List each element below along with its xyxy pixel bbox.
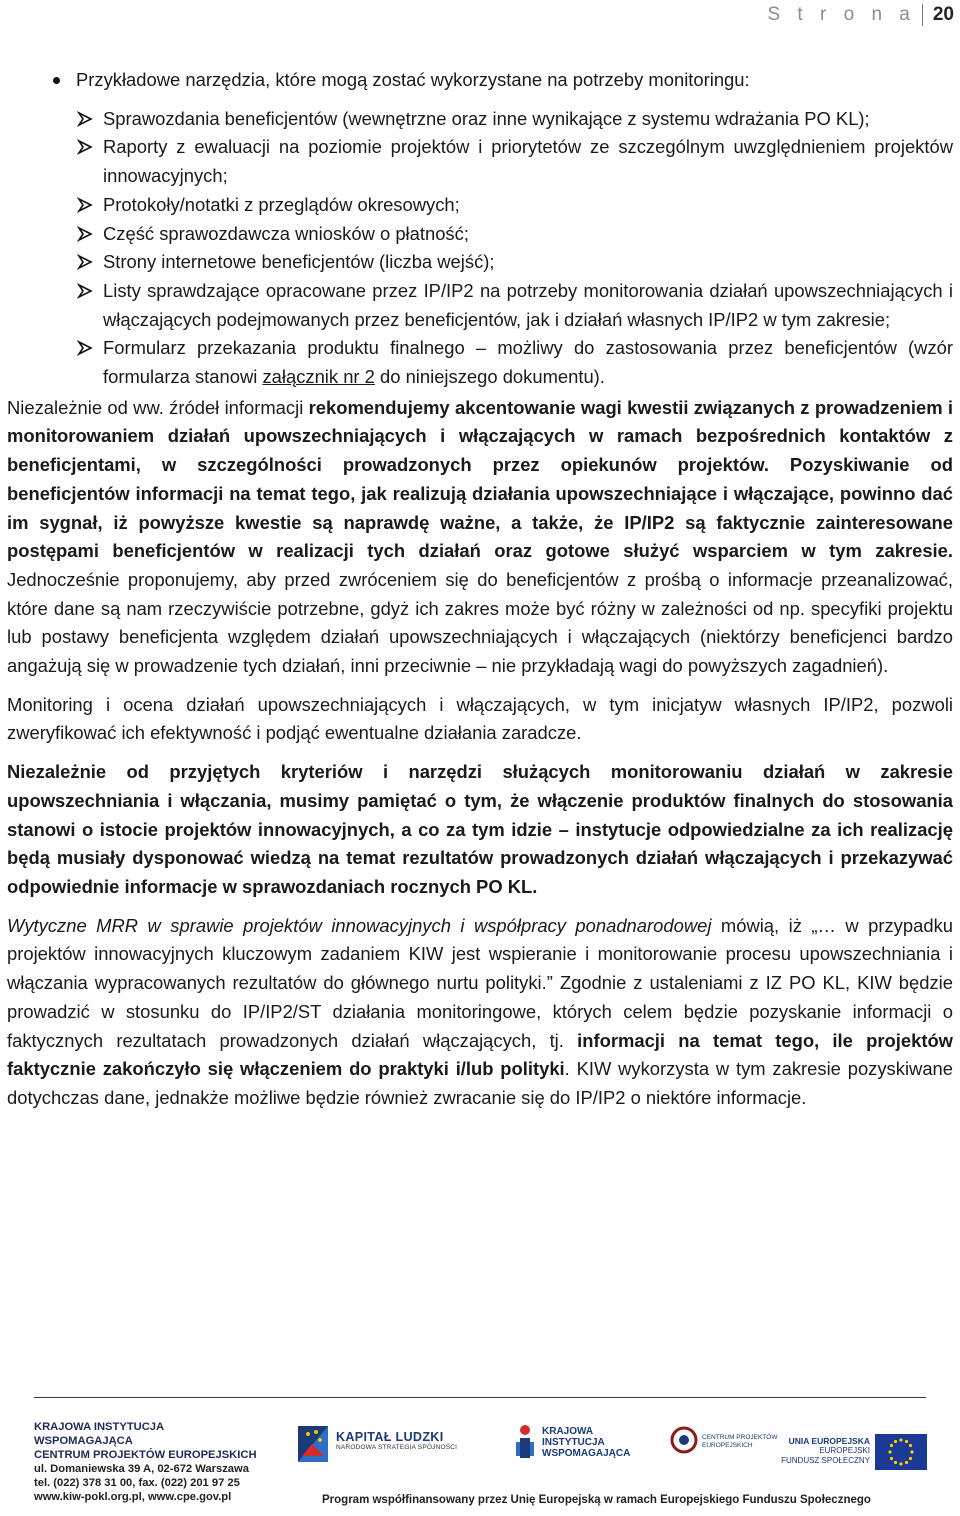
- list-item: Sprawozdania beneficjentów (wewnętrzne oraz inne wynikające z systemu wdrażania PO KL);: [7, 105, 953, 134]
- footer-divider: [34, 1397, 926, 1398]
- list-item: Formularz przekazania produktu finalnego – możliwy do zastosowania przez beneficjentów (wzór formularza stanowi załącznik nr 2 do niniejszego dokumentu).: [7, 334, 953, 391]
- paragraph-monitoring: Monitoring i ocena działań upowszechniających i włączających, w tym inicjatyw własnych IP/IP2, pozwoli zweryfikować ich efektywność i podjąć ewentualne działania zaradcze.: [7, 693, 953, 744]
- cpe-logo: CENTRUM PROJEKTÓW EUROPEJSKICH: [670, 1424, 790, 1464]
- page-label: S t r o n a: [767, 4, 916, 25]
- footer: [34, 1416, 934, 1512]
- kiw-logo: KRAJOWA INSTYTUCJA WSPOMAGAJĄCA: [512, 1422, 622, 1470]
- attachment-link[interactable]: załącznik nr 2: [262, 366, 375, 388]
- paragraph-criteria: Niezależnie od przyjętych kryteriów i narzędzi służących monitorowaniu działań w zakresie upowszechniania i włączania, musimy pamiętać o tym, że włączenie produktów finalnych do stosowania stanowi o istocie projektów innowacyjnych, a co za tym idzie – instytucje odpowiedzialne za ich realizację będą musiały dysponować wiedzą na temat rezultatów prowadzonych działań włączających i przekazywać odpowiednie informacje w sprawozdaniach rocznych PO KL.: [7, 761, 953, 897]
- cpe-emblem-icon: [670, 1424, 698, 1456]
- tools-list: [7, 105, 953, 392]
- eu-logo: UNIA EUROPEJSKA EUROPEJSKI FUNDUSZ SPOŁECZNY: [778, 1422, 938, 1472]
- intro-bullet: Przykładowe narzędzia, które mogą zostać wykorzystane na potrzeby monitoringu:: [7, 66, 953, 95]
- list-item: Strony internetowe beneficjentów (liczba wejść);: [7, 248, 953, 277]
- kiw-emblem-icon: [512, 1422, 538, 1462]
- kiw-address-block: KRAJOWA INSTYTUCJA WSPOMAGAJĄCA CENTRUM PROJEKTÓW EUROPEJSKICH ul. Domaniewska 39 A, 02-672 Warszawa tel. (022) 378 31 00, fax. (022) 201 97 25 www.kiw-pokl.org.pl, www.cpe.gov.pl: [34, 1421, 257, 1503]
- list-item: Raporty z ewaluacji na poziomie projektów i priorytetów ze szczególnym uwzględnieniem projektów innowacyjnych;: [7, 133, 953, 190]
- document-body: [7, 66, 953, 1113]
- kapital-ludzki-emblem-icon: [296, 1422, 330, 1464]
- list-item: Protokoły/notatki z przeglądów okresowych;: [7, 191, 953, 220]
- list-item: Listy sprawdzające opracowane przez IP/IP2 na potrzeby monitorowania działań upowszechniających i włączających podejmowanych przez beneficjentów, jak i działań własnych IP/IP2 w tym zakresie;: [7, 277, 953, 334]
- footer-caption: Program współfinansowany przez Unię Europejską w ramach Europejskiego Funduszu Społecznego: [322, 1494, 871, 1506]
- list-item: Część sprawozdawcza wniosków o płatność;: [7, 220, 953, 249]
- page-number: 20: [922, 4, 954, 26]
- page-header: [767, 0, 954, 30]
- paragraph-guidelines: Wytyczne MRR w sprawie projektów innowacyjnych i współpracy ponadnarodowej mówią, iż „… w przypadku projektów innowacyjnych kluczowym zadaniem KIW jest wspieranie i monitorowanie procesu upowszechniania i włączania wypracowanych rezultatów do głównego nurtu polityki.” Zgodnie z ustaleniami z IZ PO KL, KIW będzie prowadzić w stosunku do IP/IP2/ST działania monitoringowe, których celem będzie pozyskanie informacji o faktycznych rezultatach prowadzonych działań włączających, tj. informacji na temat tego, ile projektów faktycznie zakończyło się włączeniem do praktyki i/lub polityki. KIW wykorzysta w tym zakresie pozyskiwane dotychczas dane, jednakże możliwe będzie również zwracanie się do IP/IP2 o niektóre informacje.: [7, 914, 953, 1108]
- kapital-ludzki-logo: KAPITAŁ LUDZKI NARODOWA STRATEGIA SPÓJNOŚCI: [296, 1422, 486, 1466]
- bullet-dot-icon: [53, 77, 60, 84]
- eu-flag-icon: [875, 1434, 927, 1470]
- paragraph-recommendation: Niezależnie od ww. źródeł informacji rekomendujemy akcentowanie wagi kwestii związanych z prowadzeniem i monitorowaniem działań upowszechniających i włączających w ramach bezpośrednich kontaktów z beneficjentami, w szczególności prowadzonych przez opiekunów projektów. Pozyskiwanie od beneficjentów informacji na temat tego, jak realizują działania upowszechniające i włączające, powinno dać im sygnał, iż powyższe kwestie są naprawdę ważne, a także, że IP/IP2 są faktycznie zainteresowane postępami beneficjentów w realizacji tych działań oraz gotowe służyć wsparciem w tym zakresie. Jednocześnie proponujemy, aby przed zwróceniem się do beneficjentów z prośbą o informacje przeanalizować, które dane są nam rzeczywiście potrzebne, gdyż ich zakres może być różny w zależności od np. specyfiki projektu lub postawy beneficjenta względem działań upowszechniających i włączających (niektórzy beneficjenci bardzo angażują się w prowadzenie tych działań, inni przeciwnie – nie przykładają wagi do powyższych zagadnień).: [7, 396, 953, 677]
